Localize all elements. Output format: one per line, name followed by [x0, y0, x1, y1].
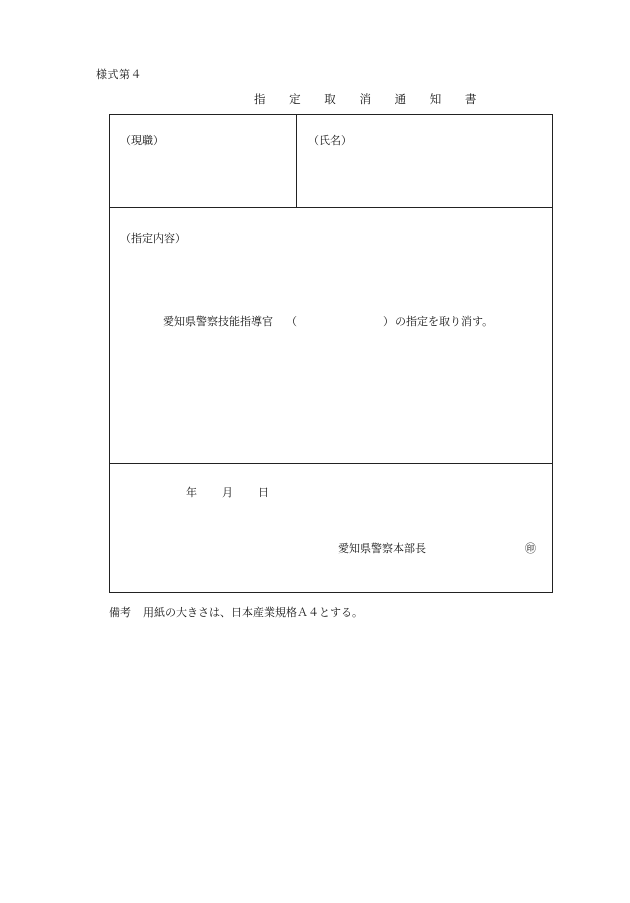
- date-year: 年: [186, 486, 197, 499]
- seal-mark: ㊞: [525, 542, 536, 555]
- remarks-label: 備考: [109, 606, 131, 619]
- header-row: [110, 115, 552, 208]
- issuer-title: 愛知県警察本部長: [338, 542, 426, 555]
- date-day: 日: [258, 486, 269, 499]
- content-label: （指定内容）: [120, 232, 186, 245]
- document-title: 指 定 取 消 通 知 書: [254, 92, 487, 106]
- content-row: [110, 208, 552, 464]
- remarks-text: 用紙の大きさは、日本産業規格Ａ４とする。: [143, 606, 363, 619]
- name-label: （氏名）: [308, 134, 352, 147]
- statement-close-paren: ）: [383, 315, 394, 328]
- current-post-label: （現職）: [120, 134, 164, 147]
- statement-revoke-text: の指定を取り消す。: [395, 315, 494, 328]
- statement-title-text: 愛知県警察技能指導官: [163, 315, 273, 328]
- statement-open-paren: （: [286, 315, 297, 328]
- signature-row: [110, 464, 552, 592]
- form-table: [109, 114, 553, 593]
- remarks: [109, 604, 363, 620]
- date-month: 月: [222, 486, 233, 499]
- form-number: 様式第４: [96, 68, 142, 81]
- column-divider: [296, 115, 297, 208]
